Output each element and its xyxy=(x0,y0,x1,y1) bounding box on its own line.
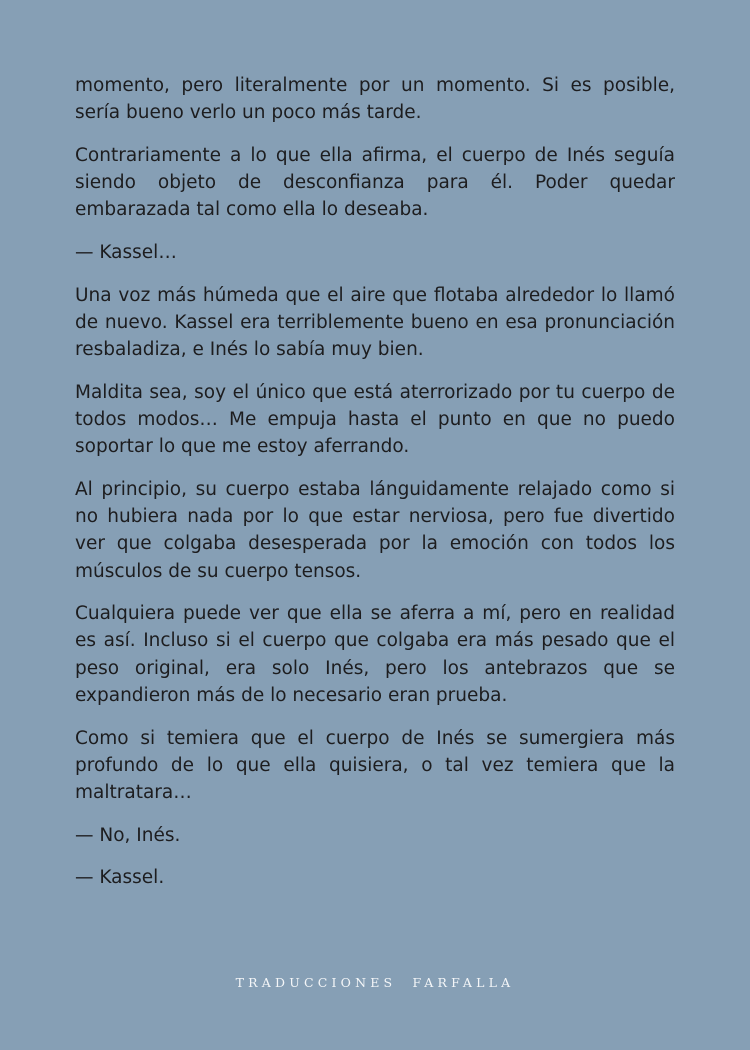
paragraph-2: Contrariamente a lo que ella afirma, el cuerpo de Inés seguía siendo objeto de desconfianza para él. Poder quedar embarazada tal como ella lo deseaba. xyxy=(75,144,675,221)
paragraph-3: Una voz más húmeda que el aire que flotaba alrededor lo llamó de nuevo. Kassel era terriblemente bueno en esa pronunciación resbaladiza, e Inés lo sabía muy bien. xyxy=(75,284,675,361)
paragraph-7: Como si temiera que el cuerpo de Inés se sumergiera más profundo de lo que ella quisiera, o tal vez temiera que la maltratara… xyxy=(75,727,675,803)
page-footer-credit: TRADUCCIONES FARFALLA xyxy=(235,975,515,990)
dialogue-line-kassel-1: — Kassel… xyxy=(75,242,177,264)
paragraph-4: Maldita sea, soy el único que está aterrorizado por tu cuerpo de todos modos… Me empuja hasta el punto en que no puedo soportar lo que me estoy aferrando. xyxy=(75,381,675,458)
dialogue-line-ines: — No, Inés. xyxy=(75,824,181,846)
dialogue-line-kassel-2: — Kassel. xyxy=(75,867,165,889)
paragraph-6: Cualquiera puede ver que ella se aferra a mí, pero en realidad es así. Incluso si el cuerpo que colgaba era más pesado que el peso original, era solo Inés, pero los antebrazos que se expandieron más de lo necesario eran prueba. xyxy=(75,603,675,706)
paragraph-5: Al principio, su cuerpo estaba lánguidamente relajado como si no hubiera nada por lo que estar nerviosa, pero fue divertido ver que colgaba desesperada por la emoción con todos los músculos de su cuerpo tensos. xyxy=(75,478,675,582)
paragraph-1: momento, pero literalmente por un momento. Si es posible, sería bueno verlo un poco más tarde. xyxy=(75,75,675,124)
page-body-text xyxy=(75,72,675,907)
